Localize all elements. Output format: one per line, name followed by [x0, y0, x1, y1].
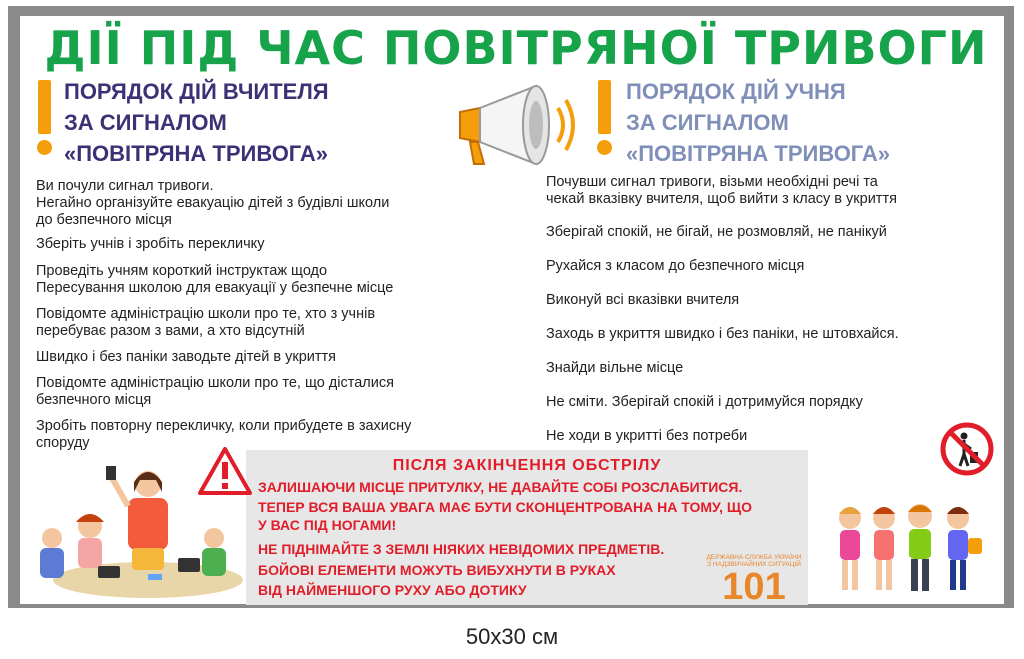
agency-label: ДЕРЖАВНА СЛУЖБА УКРАЇНИ З НАДЗВИЧАЙНИХ СИТУАЦІЙ [706, 554, 802, 568]
list-item: Рухайся з класом до безпечного місця [546, 258, 805, 274]
teacher-heading-line: ПОРЯДОК ДІЙ ВЧИТЕЛЯ [64, 79, 329, 104]
teacher-heading-line: ЗА СИГНАЛОМ [64, 110, 227, 135]
exclamation-icon [593, 80, 617, 160]
notice-title: ПІСЛЯ ЗАКІНЧЕННЯ ОБСТРІЛУ [392, 457, 662, 474]
notice-line: ЗАЛИШАЮЧИ МІСЦЕ ПРИТУЛКУ, НЕ ДАВАЙТЕ СОБІ РОЗСЛАБИТИСЯ. [258, 479, 743, 495]
after-shelling-notice [246, 450, 808, 608]
poster-title: ДІЇ ПІД ЧАС ПОВІТРЯНОЇ ТРИВОГИ [44, 21, 988, 75]
walking-children-illustration [828, 498, 994, 602]
list-item: Повідомте адміністрацію школи про те, хто з учнів перебуває разом з вами, а хто відсутній [36, 306, 376, 339]
hotline-number: 101 [722, 566, 786, 608]
megaphone-icon [440, 78, 580, 168]
notice-line: ТЕПЕР ВСЯ ВАША УВАГА МАЄ БУТИ СКОНЦЕНТРОВАНА НА ТОМУ, ЩО [258, 499, 753, 515]
list-item: Знайди вільне місце [546, 360, 684, 376]
teacher-heading [64, 76, 329, 169]
list-item: Почувши сигнал тривоги, візьми необхідні речі та чекай вказівку вчителя, щоб вийти з класу в укриття [546, 174, 897, 207]
list-item: Проведіть учням короткий інструктаж щодо Пересування школою для евакуації у безпечне місце [36, 263, 394, 296]
no-littering-icon [940, 422, 994, 476]
student-heading [626, 76, 890, 169]
list-item: Повідомте адміністрацію школи про те, що дісталися безпечного місця [36, 375, 394, 408]
list-item: Зберіть учнів і зробіть перекличку [36, 236, 265, 252]
exclamation-icon [33, 80, 57, 160]
student-heading-line: «ПОВІТРЯНА ТРИВОГА» [626, 141, 891, 166]
notice-line: У ВАС ПІД НОГАМИ! [258, 517, 397, 533]
notice-line: БОЙОВІ ЕЛЕМЕНТИ МОЖУТЬ ВИБУХНУТИ В РУКАХ [258, 562, 616, 578]
student-heading-line: ЗА СИГНАЛОМ [626, 110, 789, 135]
list-item: Заходь в укриття швидко і без паніки, не штовхайся. [546, 326, 899, 342]
list-item: Не сміти. Зберігай спокій і дотримуйся порядку [546, 394, 863, 410]
student-heading-line: ПОРЯДОК ДІЙ УЧНЯ [626, 79, 846, 104]
list-item: Швидко і без паніки заводьте дітей в укриття [36, 349, 337, 365]
list-item: Зробіть повторну перекличку, коли прибудете в захисну споруду [36, 418, 412, 451]
notice-line: ВІД НАЙМЕНШОГО РУХУ АБО ДОТИКУ [258, 582, 527, 598]
warning-triangle-icon [197, 446, 253, 496]
size-label: 50x30 см [465, 624, 559, 649]
notice-line: НЕ ПІДНІМАЙТЕ З ЗЕМЛІ НІЯКИХ НЕВІДОМИХ ПРЕДМЕТІВ. [258, 541, 665, 557]
teacher-heading-line: «ПОВІТРЯНА ТРИВОГА» [64, 141, 329, 166]
list-item: Ви почули сигнал тривоги. Негайно організуйте евакуацію дітей з будівлі школи до безпечного місця [36, 178, 390, 228]
list-item: Виконуй всі вказівки вчителя [546, 292, 740, 308]
list-item: Не ходи в укритті без потреби [546, 428, 748, 444]
list-item: Зберігай спокій, не бігай, не розмовляй, не панікуй [546, 224, 887, 240]
